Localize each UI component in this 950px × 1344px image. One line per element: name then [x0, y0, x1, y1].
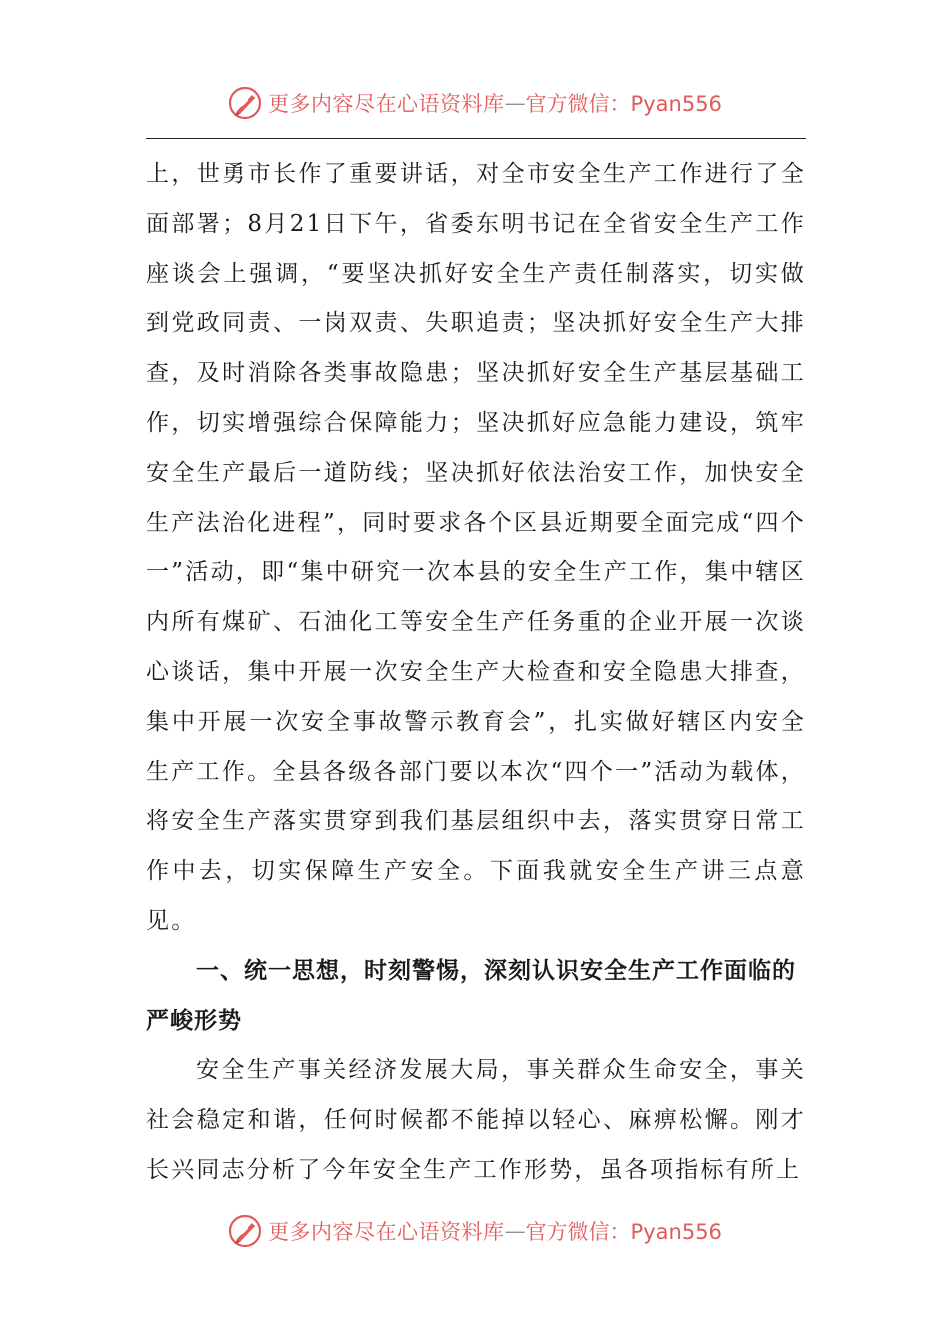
pen-logo-icon: [228, 1214, 262, 1248]
document-body: [146, 150, 806, 1190]
banner-wechat-text: 官方微信：Pyan556: [525, 92, 722, 116]
section-heading: 一、统一思想，时刻警惕，深刻认识安全生产工作面临的严峻形势: [146, 957, 796, 1034]
banner-separator: —: [504, 91, 526, 115]
banner-site-text: 更多内容尽在心语资料库: [268, 1220, 505, 1244]
header-banner: [0, 83, 950, 123]
banner-wechat-text: 官方微信：Pyan556: [525, 1220, 722, 1244]
footer-banner: [0, 1211, 950, 1251]
body-paragraph: 上，世勇市长作了重要讲话，对全市安全生产工作进行了全面部署；8月21日下午，省委东明书记在全省安全生产工作座谈会上强调，“要坚决抓好安全生产责任制落实，切实做到党政同责、一岗双责、失职追责；坚决抓好安全生产大排查，及时消除各类事故隐患；坚决抓好安全生产基层基础工作，切实增强综合保障能力；坚决抓好应急能力建设，筑牢安全生产最后一道防线；坚决抓好依法治安工作，加快安全生产法治化进程”，同时要求各个区县近期要全面完成“四个一”活动，即“集中研究一次本县的安全生产工作，集中辖区内所有煤矿、石油化工等安全生产任务重的企业开展一次谈心谈话，集中开展一次安全生产大检查和安全隐患大排查，集中开展一次安全事故警示教育会”，扎实做好辖区内安全生产工作。全县各级各部门要以本次“四个一”活动为载体，将安全生产落实贯穿到我们基层组织中去，落实贯穿日常工作中去，切实保障生产安全。下面我就安全生产讲三点意见。: [146, 161, 806, 934]
banner-site-text: 更多内容尽在心语资料库: [268, 92, 505, 116]
body-paragraph: 安全生产事关经济发展大局，事关群众生命安全，事关社会稳定和谐，任何时候都不能掉以轻心、麻痹松懈。刚才长兴同志分析了今年安全生产工作形势，虽各项指标有所上: [146, 1057, 806, 1183]
banner-separator: —: [504, 1219, 526, 1243]
pen-logo-icon: [228, 86, 262, 120]
header-divider: [146, 138, 806, 139]
